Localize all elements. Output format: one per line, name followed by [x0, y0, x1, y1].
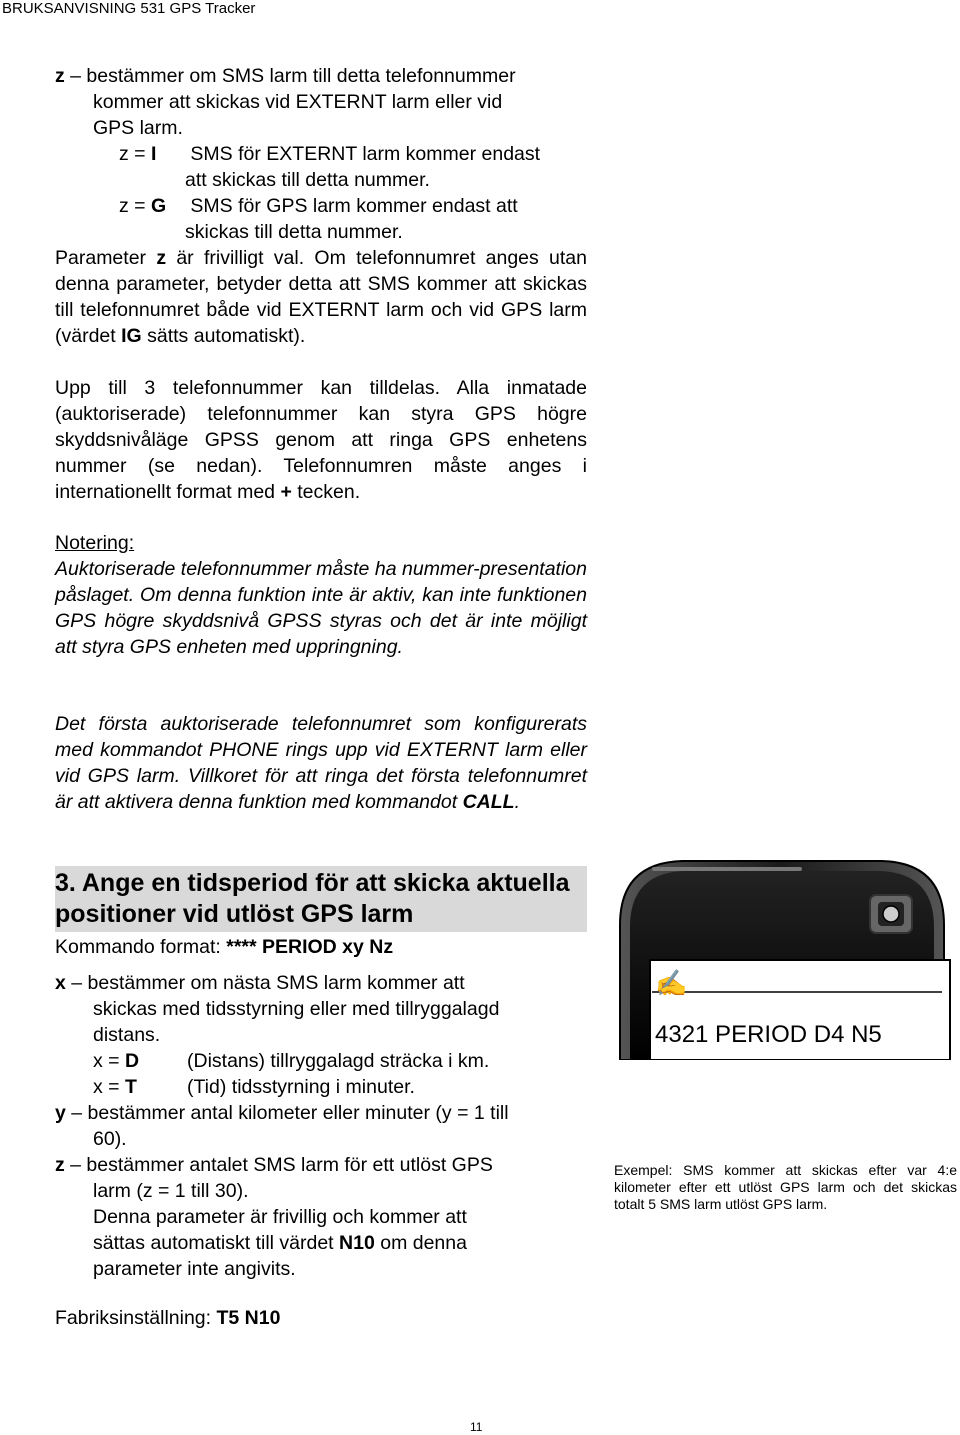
- phone-caption: Exempel: SMS kommer att skickas efter var 4:e kilometer efter ett utlöst GPS larm och det skickas totalt 5 SMS larm utlöst GPS larm.: [614, 1162, 957, 1212]
- note-text: Auktoriserade telefonnummer måste ha nummer-presentation påslaget. Om denna funktion inte är aktiv, kan inte funktionen GPS högre skyddsnivå GPSS styras och det är inte möjligt att styra GPS enheten med uppringning.: [55, 558, 587, 658]
- z-desc-line3: GPS larm.: [93, 117, 183, 139]
- z-desc-line2: kommer att skickas vid EXTERNT larm eller vid: [93, 91, 503, 113]
- note-heading: Notering:: [55, 532, 135, 554]
- y-description: y – bestämmer antal kilometer eller minuter (y = 1 till: [55, 1102, 509, 1124]
- section-3-body: [55, 934, 595, 1282]
- z-parameter-section: [55, 63, 587, 349]
- z-option-g-tag: z = G: [119, 195, 167, 217]
- factory-setting: Fabriksinställning: T5 N10: [55, 1307, 281, 1329]
- z-option-i: [55, 141, 587, 167]
- call-paragraph: Det första auktoriserade telefonnumret som konfigurerats med kommandot PHONE rings upp vid EXTERNT larm eller vid GPS larm. Villkoret för att ringa det första telefonnumret är att aktivera denna funktion med kommandot CALL.: [55, 713, 587, 813]
- page-header-title: BRUKSANVISNING 531 GPS Tracker: [2, 0, 256, 17]
- z-desc-text: – bestämmer om SMS larm till detta telefonnummer: [70, 65, 516, 87]
- z-option-i-text2: att skickas till detta nummer.: [185, 169, 430, 191]
- note-block: [55, 530, 587, 660]
- phone-numbers-paragraph: Upp till 3 telefonnummer kan tilldelas. Alla inmatade (auktoriserade) telefonnummer kan styra GPS högre skyddsnivåläge GPSS genom att ringa GPS enhetens nummer (se nedan). Telefonnumren måste anges i internationellt format med + tecken.: [55, 377, 587, 503]
- z-option-g: [55, 193, 587, 219]
- z2-description: z – bestämmer antalet SMS larm för ett utlöst GPS: [55, 1154, 493, 1176]
- x-description: x – bestämmer om nästa SMS larm kommer att: [55, 972, 465, 994]
- z-option-i-tag: z = I: [119, 143, 157, 165]
- x-option-t: x = T (Tid) tidsstyrning i minuter.: [93, 1076, 415, 1098]
- section-3-heading: 3. Ange en tidsperiod för att skicka aktuella positioner vid utlöst GPS larm: [55, 866, 587, 932]
- y-desc-line2: 60).: [93, 1128, 127, 1150]
- phone-screen-text: 4321 PERIOD D4 N5: [655, 1021, 882, 1048]
- z2-desc-line5: parameter inte angivits.: [93, 1258, 296, 1280]
- command-format: Kommando format: **** PERIOD xy Nz: [55, 936, 394, 958]
- z-option-i-text: SMS för EXTERNT larm kommer endast: [190, 143, 541, 165]
- z-optional-paragraph: Parameter z är frivilligt val. Om telefonnumret anges utan denna parameter, betyder detta att SMS kommer att skickas till telefonnumret både vid EXTERNT larm och vid GPS larm (värdet IG sätts automatiskt).: [55, 247, 587, 347]
- z-key: z: [55, 65, 65, 87]
- page-number: 11: [470, 1420, 483, 1434]
- z-option-g-text2: skickas till detta nummer.: [185, 221, 403, 243]
- x-desc-line3: distans.: [93, 1024, 161, 1046]
- z2-desc-line4: sättas automatiskt till värdet N10 om denna: [93, 1232, 467, 1254]
- camera-icon: [870, 895, 912, 933]
- z-option-g-text: SMS för GPS larm kommer endast att: [190, 195, 518, 217]
- x-desc-line2: skickas med tidsstyrning eller med tillryggalagd: [93, 998, 500, 1020]
- x-option-d: x = D (Distans) tillryggalagd sträcka i km.: [93, 1050, 490, 1072]
- z2-desc-line2: larm (z = 1 till 30).: [93, 1180, 249, 1202]
- z2-desc-line3: Denna parameter är frivillig och kommer att: [93, 1206, 467, 1228]
- z-description: [55, 63, 587, 89]
- pencil-icon: ✍: [655, 968, 688, 998]
